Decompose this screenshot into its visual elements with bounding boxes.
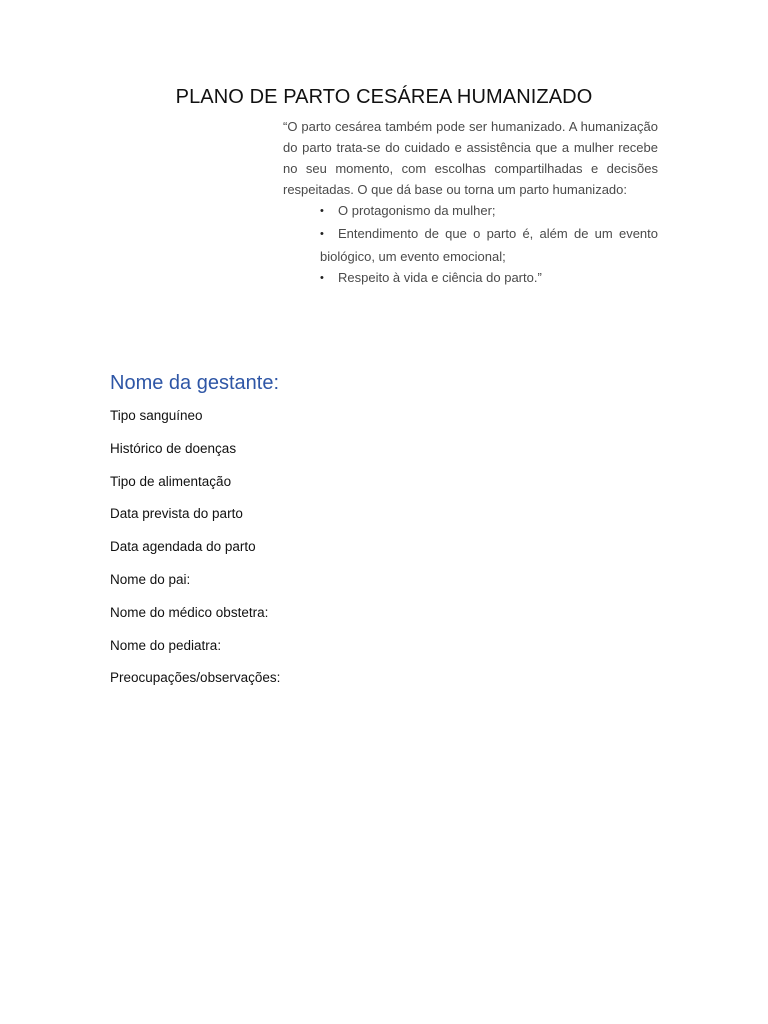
bullet-item — [320, 267, 658, 290]
field-list — [110, 406, 280, 701]
section-heading-gestante: Nome da gestante: — [110, 372, 279, 394]
field-label-tipo-alimentacao: Tipo de alimentação — [110, 473, 232, 489]
quote-bullet-list — [320, 200, 658, 290]
bullet-icon — [320, 223, 338, 246]
bullet-text: Respeito à vida e ciência do parto.” — [338, 270, 542, 285]
bullet-text: Entendimento de que o parto é, além de um evento biológico, um evento emocional; — [320, 226, 658, 264]
quote-intro: “O parto cesárea também pode ser humanizado. A humanização do parto trata-se do cuidado e assistência que a mulher recebe no seu momento, com escolhas compartilhadas e decisões respeitadas. O que dá base ou torna um parto humanizado: — [283, 119, 658, 197]
document-title: PLANO DE PARTO CESÁREA HUMANIZADO — [175, 86, 593, 108]
field-label-nome-pai: Nome do pai: — [110, 571, 191, 587]
field-label-pediatra: Nome do pediatra: — [110, 637, 222, 653]
field-label-observacoes: Preocupações/observações: — [110, 670, 281, 686]
bullet-item — [320, 200, 658, 223]
field-label-medico-obstetra: Nome do médico obstetra: — [110, 604, 269, 620]
field-label-data-prevista: Data prevista do parto — [110, 506, 243, 522]
bullet-icon — [320, 267, 338, 290]
field-label-data-agendada: Data agendada do parto — [110, 539, 256, 555]
bullet-text: O protagonismo da mulher; — [338, 203, 496, 218]
field-label-tipo-sanguineo: Tipo sanguíneo — [110, 408, 203, 423]
bullet-icon — [320, 200, 338, 223]
bullet-item — [320, 223, 658, 267]
field-label-historico-doencas: Histórico de doenças — [110, 440, 237, 456]
